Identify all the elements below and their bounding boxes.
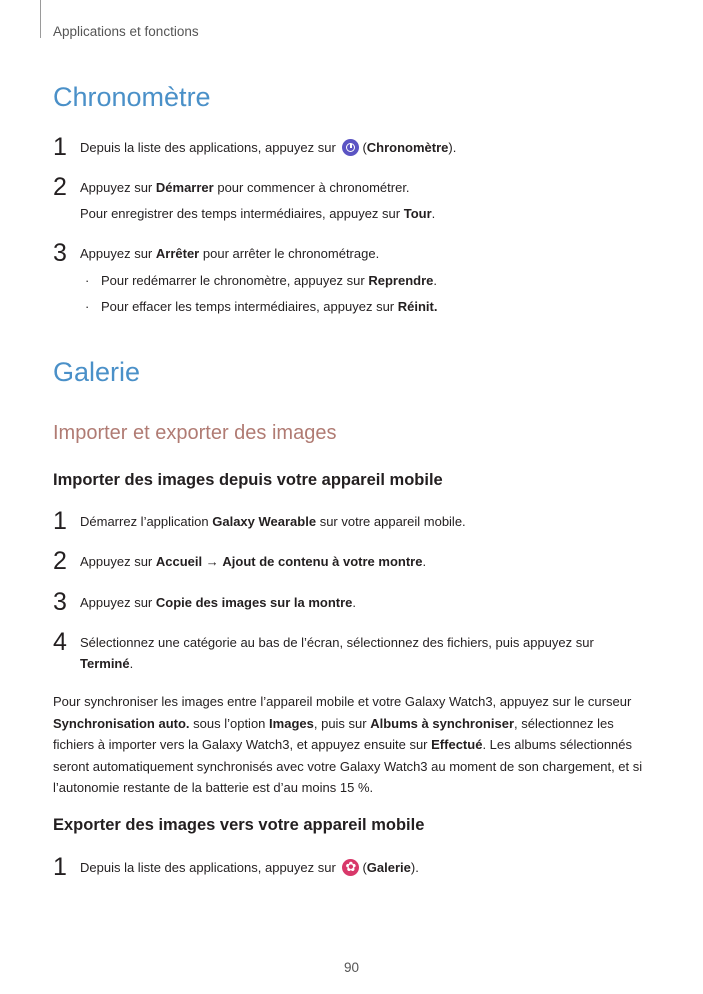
bullet-dot: · — [85, 299, 90, 314]
chrono-bullet-1: Pour redémarrer le chronomètre, appuyez sur Reprendre. — [101, 273, 438, 288]
import-step-3: Appuyez sur Copie des images sur la montre. — [80, 595, 357, 610]
section-header: Applications et fonctions — [53, 24, 199, 39]
page-number: 90 — [343, 960, 360, 975]
export-step-1: Depuis la liste des applications, appuyez sur ✿ (Galerie). — [80, 857, 650, 878]
galerie-subtitle: Importer et exporter des images — [53, 422, 337, 444]
chrono-step-2: Appuyez sur Démarrer pour commencer à chronométrer. — [80, 180, 410, 195]
import-step-2: Appuyez sur Accueil → Ajout de contenu à votre montre. — [80, 554, 427, 569]
chrono-step-2-number: 2 — [53, 173, 67, 201]
header-rule — [40, 0, 41, 38]
export-step-1-number: 1 — [53, 853, 67, 881]
import-step-4-number: 4 — [53, 628, 67, 656]
bullet-dot: · — [85, 273, 90, 288]
galerie-title: Galerie — [53, 357, 141, 387]
import-step-1-number: 1 — [53, 507, 67, 535]
export-heading: Exporter des images vers votre appareil mobile — [53, 816, 425, 834]
import-step-3-number: 3 — [53, 588, 67, 616]
stopwatch-icon — [342, 139, 359, 156]
chrono-title: Chronomètre — [53, 82, 211, 112]
chrono-step-2-detail: Pour enregistrer des temps intermédiaires, appuyez sur Tour. — [80, 206, 436, 221]
import-step-4: Sélectionnez une catégorie au bas de l’écran, sélectionnez des fichiers, puis appuyez sur Terminé. — [80, 635, 594, 671]
chrono-bullet-2: Pour effacer les temps intermédiaires, appuyez sur Réinit. — [101, 299, 438, 314]
chrono-step-1: Depuis la liste des applications, appuyez sur (Chronomètre). — [80, 140, 457, 155]
chrono-step-3-number: 3 — [53, 239, 67, 267]
chrono-step-3: Appuyez sur Arrêter pour arrêter le chronométrage. — [80, 246, 380, 261]
import-step-2-number: 2 — [53, 547, 67, 575]
arrow-icon: → — [205, 554, 219, 569]
import-heading: Importer des images depuis votre appareil mobile — [53, 471, 443, 489]
import-step-1: Démarrez l’application Galaxy Wearable sur votre appareil mobile. — [80, 514, 466, 529]
chrono-step-1-number: 1 — [53, 133, 67, 161]
gallery-icon — [342, 859, 359, 876]
sync-paragraph: Pour synchroniser les images entre l’appareil mobile et votre Galaxy Watch3, appuyez sur le curseur Synchronisation auto. sous l’option Images, puis sur Albums à synchroniser, sélectionnez les fichiers à importer vers la Galaxy Watch3, et appuyez ensuite sur Effectué. Les albums sélectionnés seront automatiquement synchronisés avec votre Galaxy Watch3 au moment de son chargement, et si l’autonomie restante de la batterie est d’au moins 15 %. — [53, 694, 643, 796]
